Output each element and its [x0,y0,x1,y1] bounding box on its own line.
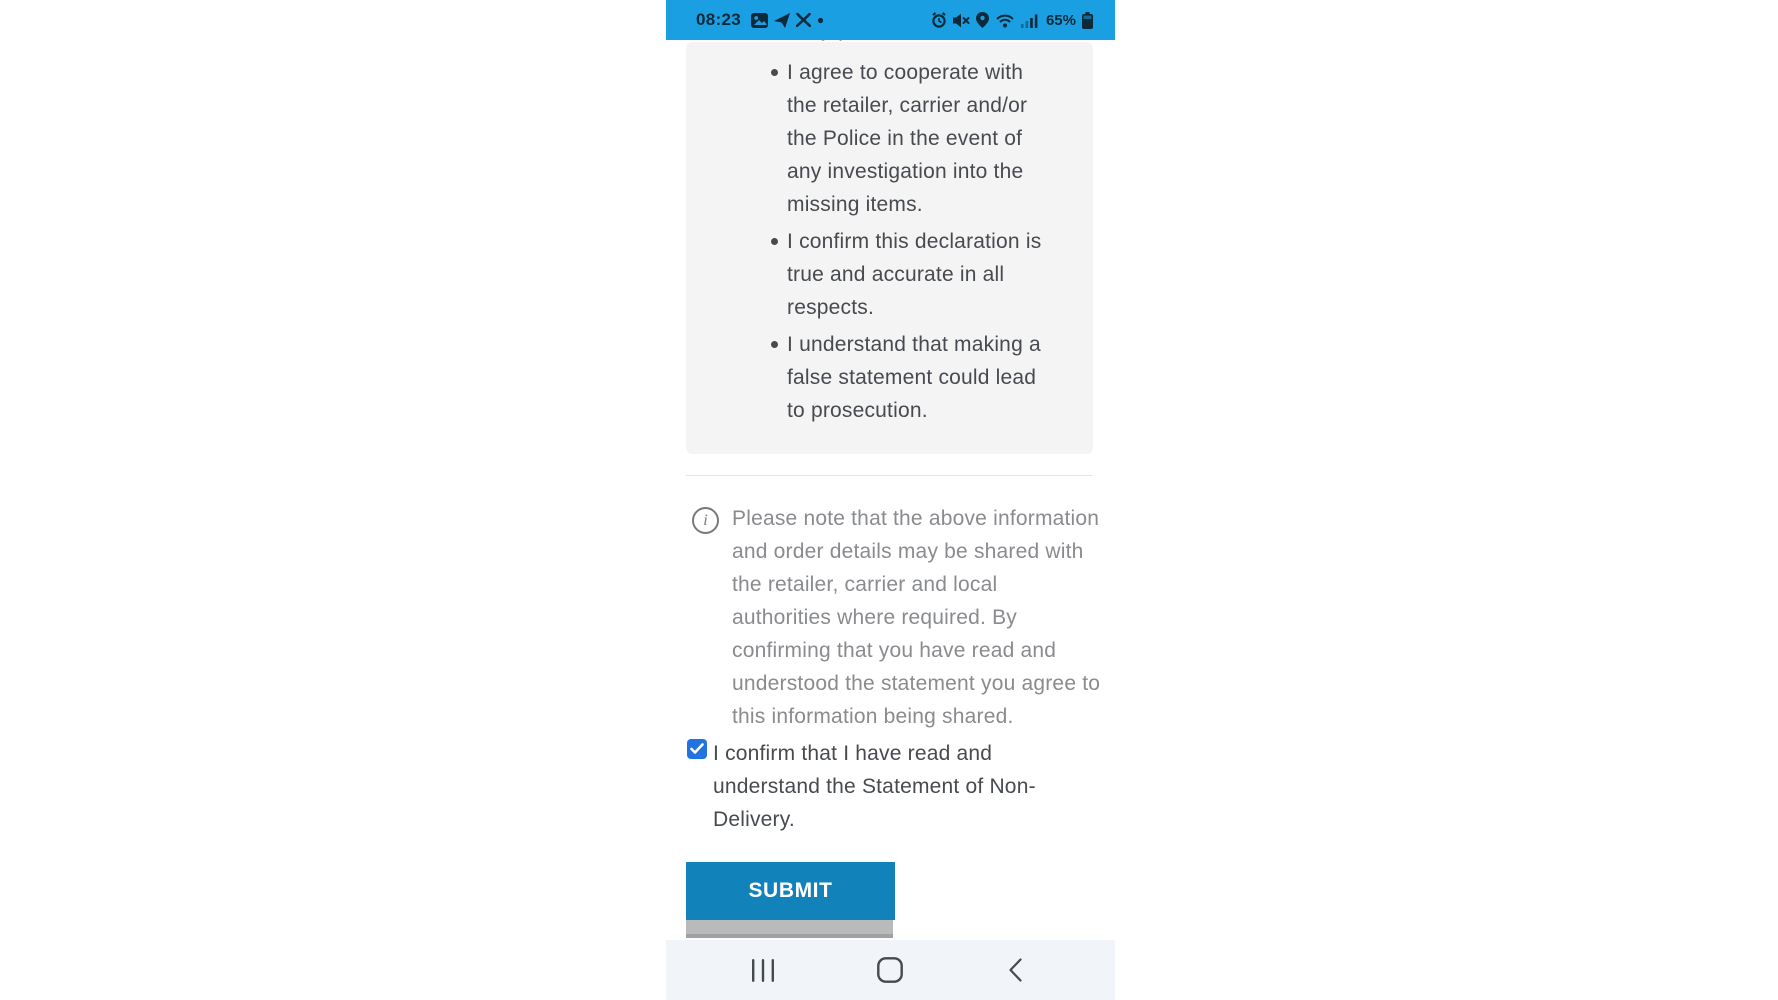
notification-dot-icon [817,17,824,24]
text-line: false statement could lead [787,366,1037,389]
checkmark-icon [690,743,704,755]
text-line: respects. [787,296,874,319]
status-bar-left [696,10,824,30]
phone-screenshot [666,0,1115,1000]
text-line: this information being shared. [732,705,1014,728]
bullet-item [686,328,1093,427]
text-line: the Police in the event of [787,127,1023,150]
crossed-icon [796,13,811,27]
location-icon [976,12,989,28]
info-icon-glyph: i [703,511,708,529]
text-line: I confirm that I have read and [713,742,993,765]
status-bar-right [931,12,1093,29]
section-divider [686,475,1092,476]
text-line: Delivery. [713,808,795,831]
scrolled-element-edge [686,920,893,938]
wifi-icon [995,13,1015,28]
text-line: the retailer, carrier and local [732,573,998,596]
text-line: and order details may be shared with [732,540,1084,563]
home-icon [877,957,903,983]
send-icon [774,13,790,28]
recents-icon [752,959,774,982]
text-line: confirming that you have read and [732,639,1057,662]
battery-icon [1082,12,1093,29]
text-line: missing items. [787,193,923,216]
bullet-item [686,225,1093,324]
mute-icon [953,13,970,28]
bullet-item [686,56,1093,221]
back-icon [1009,958,1022,982]
recents-button[interactable] [741,940,785,1000]
text-line: any investigation into the [787,160,1024,183]
declaration-panel [686,42,1093,454]
text-line: understand the Statement of Non- [713,775,1036,798]
text-line: I agree to cooperate with [787,61,1024,84]
home-button[interactable] [868,940,912,1000]
android-nav-bar [666,940,1115,1000]
text-line: the retailer, carrier and/or [787,94,1028,117]
confirm-checkbox-label[interactable] [713,737,1036,836]
info-icon [692,507,719,534]
text-line: to prosecution. [787,399,928,422]
confirm-checkbox[interactable] [687,739,707,759]
signal-icon [1021,13,1038,28]
submit-button[interactable]: SUBMIT [686,862,895,920]
info-note-text [732,502,1101,733]
battery-percent: 65% [1045,11,1076,29]
status-bar [666,0,1115,40]
text-line: true and accurate in all [787,263,1005,286]
text-line: I understand that making a [787,333,1041,356]
text-line: I confirm this declaration is [787,230,1042,253]
text-line: Please note that the above information [732,507,1100,530]
alarm-icon [931,12,947,28]
clock-time: 08:23 [696,10,741,29]
gallery-icon [751,13,768,28]
back-button[interactable] [993,940,1037,1000]
text-line: understood the statement you agree to [732,672,1101,695]
text-line: authorities where required. By [732,606,1017,629]
